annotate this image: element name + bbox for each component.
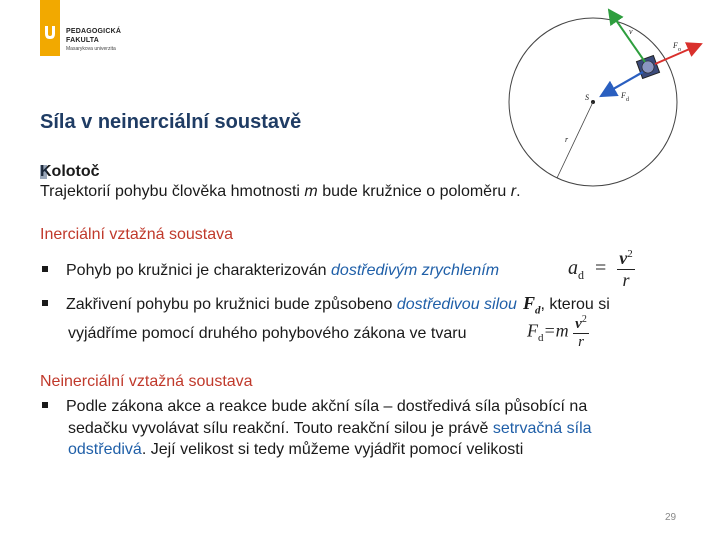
- fd-bold: F: [522, 293, 535, 313]
- label-fo: F: [673, 41, 678, 50]
- fd-symbol: [522, 293, 541, 317]
- logo-line-2: FAKULTA: [66, 36, 100, 44]
- bullet-2-highlight: dostředivou silou: [396, 296, 517, 313]
- label-s: S: [585, 93, 589, 102]
- f1-exp: 2: [627, 248, 633, 260]
- label-fd: F: [621, 91, 626, 100]
- label-v: v: [629, 27, 633, 36]
- bullet-2-line-2: vyjádříme pomocí druhého pohybového zákona ve tvaru: [68, 325, 467, 342]
- university-logo-icon: [44, 26, 56, 40]
- velocity-arrow: [609, 10, 645, 62]
- bullet-3: [42, 398, 587, 416]
- f2-fraction: [573, 314, 589, 351]
- f2-eq: =m: [543, 320, 569, 341]
- bullet-dot: [42, 300, 48, 306]
- logo-line-3: Masarykova univerzita: [66, 46, 116, 52]
- f1-lhs: a: [568, 257, 578, 280]
- bullet-dot: [42, 266, 48, 272]
- subtitle-text: Kolotoč: [40, 163, 100, 180]
- page-number: 29: [665, 512, 677, 523]
- bullet-2: [42, 293, 610, 317]
- f2-exp: 2: [581, 314, 587, 325]
- intro-mid: bude kružnice o poloměru: [317, 183, 511, 200]
- label-fo-sub: o: [678, 47, 681, 53]
- f1-den: r: [622, 270, 630, 290]
- label-fd-sub: d: [626, 97, 629, 103]
- f2-lhs: F: [527, 320, 538, 341]
- fd-sub: d: [534, 304, 541, 317]
- logo-line-1: PEDAGOGICKÁ: [66, 28, 122, 35]
- f2-den: r: [578, 334, 584, 350]
- intro-paragraph: [40, 183, 521, 201]
- f1-numerator: [617, 248, 635, 270]
- intro-end: .: [516, 183, 521, 200]
- label-r: r: [565, 135, 569, 144]
- bullet-3-line-2: [68, 419, 592, 439]
- section-inertial-heading: Inerciální vztažná soustava: [40, 226, 233, 243]
- bullet-1-highlight: dostředivým zrychlením: [331, 262, 500, 279]
- person-circle: [642, 61, 654, 73]
- f1-fraction: [617, 248, 635, 291]
- bullet-3-line-3b: . Její velikost si tedy můžeme vyjádřit pomocí velikosti: [141, 441, 524, 458]
- bullet-dot: [42, 402, 48, 408]
- intro-r: r: [510, 183, 517, 200]
- intro-prefix: Trajektorií pohybu člověka hmotnosti: [40, 183, 305, 200]
- bullet-2-text: Zakřivení pohybu po kružnici bude způsobeno: [66, 296, 397, 313]
- bullet-3-line-3: [68, 440, 523, 460]
- subtitle: [40, 163, 100, 181]
- bullet-1-text: Pohyb po kružnici je charakterizován: [66, 262, 332, 279]
- f2-denominator: [573, 334, 589, 351]
- section-noninertial-heading: Neinerciální vztažná soustava: [40, 373, 253, 390]
- f1-sub: d: [578, 268, 584, 283]
- f1-denominator: [617, 270, 635, 291]
- f2-numerator: [573, 314, 589, 334]
- formula-centripetal-force: [527, 314, 589, 351]
- f2-sub: d: [538, 332, 544, 345]
- slide-title: Síla v neinerciální soustavě: [40, 111, 302, 133]
- bullet-3-highlight-2: odstředivá: [68, 441, 142, 458]
- formula-centripetal-acceleration: [568, 248, 635, 291]
- bullet-3-highlight-1: setrvačná síla: [492, 420, 592, 437]
- bullet-2-end: , kterou si: [540, 296, 610, 313]
- bullet-3-line-2a: sedačku vyvolávat sílu reakční. Touto reakční silou je právě: [68, 420, 493, 437]
- f1-num: v: [619, 248, 628, 268]
- f2-num: v: [575, 316, 582, 332]
- intro-m: m: [304, 183, 318, 200]
- bullet-3-line-1: Podle zákona akce a reakce bude akční síla – dostředivá síla působící na: [66, 398, 588, 415]
- radius-line: [557, 102, 593, 178]
- faculty-logo-text: [66, 28, 121, 54]
- carousel-force-diagram: [505, 0, 720, 190]
- subtitle-marker: [40, 165, 47, 179]
- bullet-1: [42, 262, 499, 280]
- f1-eq: =: [595, 257, 607, 280]
